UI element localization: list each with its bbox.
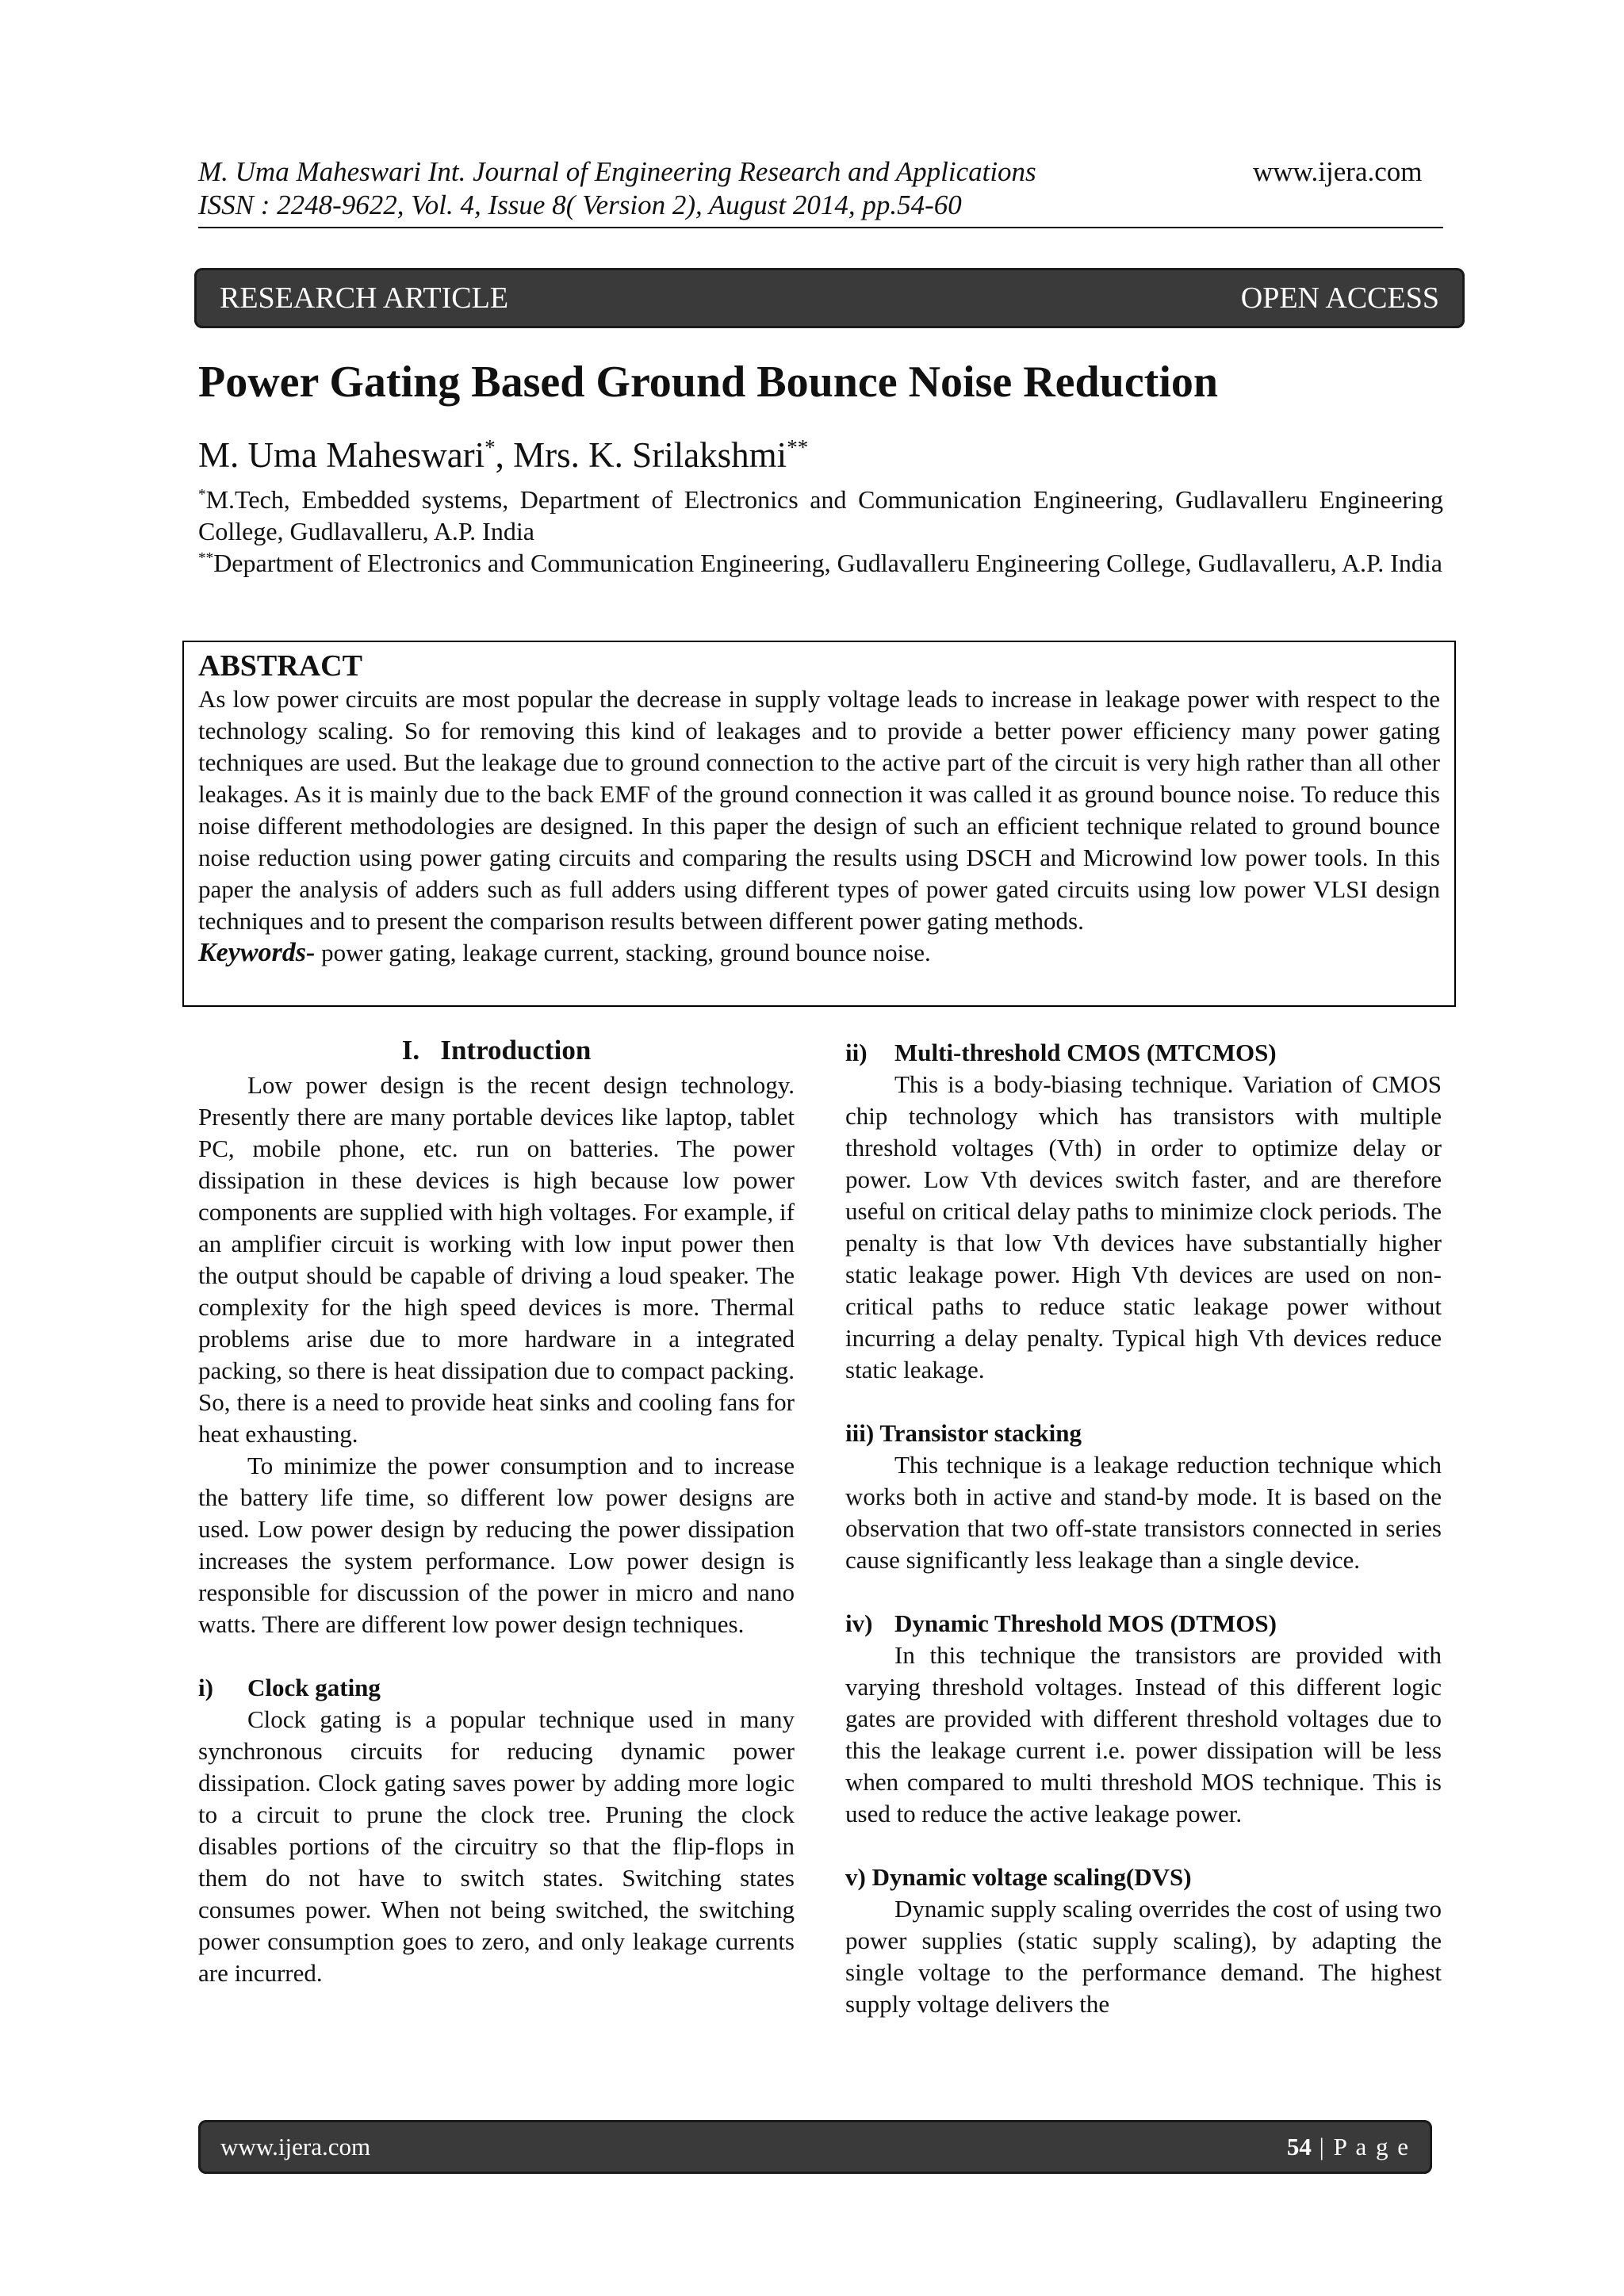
dtmos-number: iv) xyxy=(845,1609,873,1637)
section-title: Introduction xyxy=(440,1035,592,1066)
keywords-text: power gating, leakage current, stacking, ground bounce noise. xyxy=(315,939,931,966)
dtmos-text: In this technique the transistors are provided with varying threshold voltages. Instead of this different logic gates are provided with different threshold voltages due to this the leakage current i.e. power dissipation will be less when compared to multi threshold MOS technique. This is used to reduce the active leakage power. xyxy=(845,1641,1442,1827)
affiliation-2-mark: ** xyxy=(198,549,214,567)
author-2: , Mrs. K. Srilakshmi xyxy=(495,435,787,475)
section-number: I. xyxy=(401,1035,420,1066)
left-column xyxy=(198,1035,795,1989)
author-1: M. Uma Maheswari xyxy=(198,435,485,475)
page-label: | P a g e xyxy=(1311,2133,1410,2160)
article-type-banner xyxy=(194,268,1465,328)
affiliation-1 xyxy=(198,484,1443,547)
abstract-heading: ABSTRACT xyxy=(198,649,362,683)
section-heading-introduction xyxy=(198,1035,795,1066)
open-access-label: OPEN ACCESS xyxy=(1240,281,1439,315)
abstract-text: As low power circuits are most popular the decrease in supply voltage leads to increase in leakage power with respect to the technology scaling. So for removing this kind of leakages and to provide a better power efficiency many power gating techniques are used. But the leakage due to ground connection to the active part of the circuit is very high rather than all other leakages. As it is mainly due to the back EMF of the ground connection it was called it as ground bounce noise. To reduce this noise different methodologies are designed. In this paper the design of such an efficient technique related to ground bounce noise reduction using power gating circuits and comparing the results using DSCH and Microwind low power tools. In this paper the analysis of adders such as full adders using different types of power gated circuits using low power VLSI design techniques and to present the comparison results between different power gating methods. xyxy=(198,685,1440,935)
paper-title: Power Gating Based Ground Bounce Noise Reduction xyxy=(198,358,1219,407)
page-number: 54 xyxy=(1286,2133,1312,2160)
footer-website[interactable]: www.ijera.com xyxy=(220,2133,371,2160)
author-line xyxy=(198,434,808,476)
subsection-mtcmos xyxy=(845,1037,1442,1069)
dvs-text: Dynamic supply scaling overrides the cost of using two power supplies (static supply scaling), by adapting the single voltage to the performance demand. The highest supply voltage delivers the xyxy=(845,1895,1442,2018)
intro-paragraph-2: To minimize the power consumption and to increase the battery life time, so different low power designs are used. Low power design by reducing the power dissipation increases the system performance. Low power design is responsible for discussion of the power in micro and nano watts. There are different low power design techniques. xyxy=(198,1452,795,1638)
affiliation-1-text: M.Tech, Embedded systems, Department of Electronics and Communication Engineering, Gudlavalleru Engineering College, Gudlavalleru, A.P. India xyxy=(198,485,1443,545)
research-article-label: RESEARCH ARTICLE xyxy=(220,281,509,315)
abstract-box xyxy=(182,641,1456,1007)
footer-page xyxy=(1287,2133,1410,2161)
clock-gating-text: Clock gating is a popular technique used in many synchronous circuits for reducing dynamic power dissipation. Clock gating saves power by adding more logic to a circuit to prune the clock tree. Pruning the clock disables portions of the circuitry so that the flip-flops in them do not have to switch states. Switching states consumes power. When not being switched, the switching power consumption goes to zero, and only leakage currents are incurred. xyxy=(198,1705,795,1987)
clock-gating-number: i) xyxy=(198,1674,213,1701)
issn-line: ISSN : 2248-9622, Vol. 4, Issue 8( Version 2), August 2014, pp.54-60 xyxy=(198,189,962,220)
author-2-mark: ** xyxy=(787,435,809,459)
mtcmos-text: This is a body-biasing technique. Variation of CMOS chip technology which has transistors with multiple threshold voltages (Vth) in order to optimize delay or power. Low Vth devices switch faster, and are therefore useful on critical delay paths to minimize clock periods. The penalty is that low Vth devices have substantially higher static leakage power. High Vth devices are used on non-critical paths to reduce static leakage power without incurring a delay penalty. Typical high Vth devices reduce static leakage. xyxy=(845,1070,1442,1383)
affiliation-1-mark: * xyxy=(198,486,206,503)
keywords-line xyxy=(198,937,1440,969)
subsection-dvs: v) Dynamic voltage scaling(DVS) xyxy=(845,1863,1192,1891)
transistor-stacking-text: This technique is a leakage reduction technique which works both in active and stand-by mode. It is based on the observation that two off-state transistors connected in series cause significantly less leakage than a single device. xyxy=(845,1451,1442,1574)
right-column xyxy=(845,1037,1442,2020)
header-rule xyxy=(198,227,1443,228)
journal-line: M. Uma Maheswari Int. Journal of Engineering Research and Applications xyxy=(198,156,1036,187)
dtmos-title: Dynamic Threshold MOS (DTMOS) xyxy=(894,1609,1277,1637)
affiliation-2-text: Department of Electronics and Communication Engineering, Gudlavalleru Engineering College, Gudlavalleru, A.P. India xyxy=(213,549,1442,577)
subsection-dtmos xyxy=(845,1608,1442,1640)
subsection-transistor-stacking: iii) Transistor stacking xyxy=(845,1419,1082,1447)
keywords-label: Keywords- xyxy=(198,938,316,967)
page-footer xyxy=(198,2120,1432,2174)
intro-paragraph-1: Low power design is the recent design technology. Presently there are many portable devices like laptop, tablet PC, mobile phone, etc. run on batteries. The power dissipation in these devices is high because low power components are supplied with high voltages. For example, if an amplifier circuit is working with low input power then the output should be capable of driving a loud speaker. The complexity for the high speed devices is more. Thermal problems arise due to more hardware in a integrated packing, so there is heat dissipation due to compact packing. So, there is a need to provide heat sinks and cooling fans for heat exhausting. xyxy=(198,1071,795,1448)
mtcmos-number: ii) xyxy=(845,1039,868,1066)
affiliation-2 xyxy=(198,547,1443,579)
author-1-mark: * xyxy=(485,435,496,459)
header-website[interactable]: www.ijera.com xyxy=(1253,156,1423,187)
mtcmos-title: Multi-threshold CMOS (MTCMOS) xyxy=(894,1039,1277,1066)
subsection-clock-gating xyxy=(198,1672,795,1704)
clock-gating-title: Clock gating xyxy=(247,1674,381,1701)
